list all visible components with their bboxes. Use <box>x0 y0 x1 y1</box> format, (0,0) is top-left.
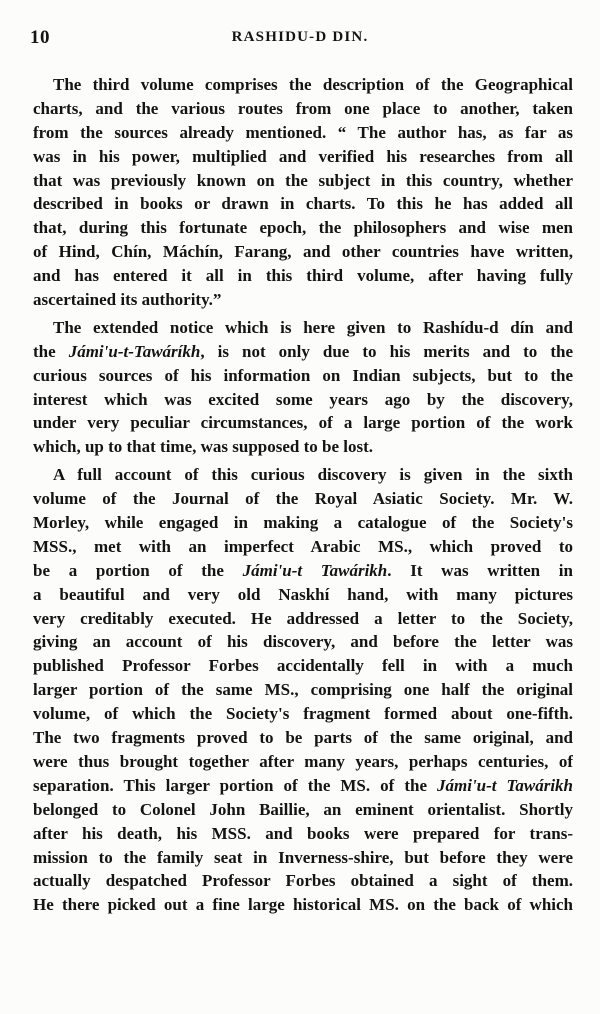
text-line: He there picked out a fine large historical MS. on the back of which <box>33 895 573 915</box>
text-line: the Jámi'u-t-Tawáríkh, is not only due to his merits and to the <box>33 341 573 361</box>
paragraph <box>33 73 573 312</box>
paragraph <box>33 316 573 459</box>
italic-title: Jámi'u-t-Tawáríkh <box>68 341 201 361</box>
text-line: larger portion of the same MS., comprising one half the original <box>33 680 573 700</box>
text-line: of Hind, Chín, Máchín, Farang, and other countries have written, <box>33 242 573 262</box>
running-head: RASHIDU-D DIN. <box>231 29 369 45</box>
text-line: volume, of which the Society's fragment formed about one-fifth. <box>33 704 573 724</box>
text-line: The extended notice which is here given to Rashídu-d dín and <box>53 317 573 337</box>
text-line: that was previously known on the subject in this country, whether <box>33 170 573 190</box>
text-line: after his death, his MSS. and books were prepared for trans- <box>33 823 573 843</box>
text-line: charts, and the various routes from one place to another, taken <box>33 98 573 118</box>
text-line: very creditably executed. He addressed a letter to the Society, <box>33 608 573 628</box>
text-line: The two fragments proved to be parts of the same original, and <box>33 728 573 748</box>
text-line: and has entered it all in this third volume, after having fully <box>33 266 573 286</box>
text-line: separation. This larger portion of the MS. of the Jámi'u-t Tawárikh <box>33 775 573 795</box>
text-line: a beautiful and very old Naskhí hand, with many pictures <box>33 584 573 604</box>
text-line: giving an account of his discovery, and before the letter was <box>33 632 573 652</box>
text-line: which, up to that time, was supposed to be lost. <box>33 437 374 457</box>
text-line: curious sources of his information on Indian subjects, but to the <box>33 365 573 385</box>
text-line: mission to the family seat in Inverness-shire, but before they were <box>33 847 573 867</box>
text-line: Morley, while engaged in making a catalogue of the Society's <box>33 513 573 533</box>
text-line: A full account of this curious discovery is given in the sixth <box>53 465 573 485</box>
text-line: ascertained its authority.” <box>33 290 222 310</box>
text-line: from the sources already mentioned. “ The author has, as far as <box>33 122 573 142</box>
text-line: belonged to Colonel John Baillie, an eminent orientalist. Shortly <box>33 799 573 819</box>
italic-title: Jámi'u-t Tawárikh <box>242 560 388 580</box>
text-line: was in his power, multiplied and verified his researches from all <box>33 146 573 166</box>
text-line: that, during this fortunate epoch, the philosophers and wise men <box>33 218 573 238</box>
text-line: MSS., met with an imperfect Arabic MS., which proved to <box>33 536 573 556</box>
italic-title: Jámi'u-t Tawárikh <box>437 775 573 795</box>
page-number: 10 <box>30 27 50 48</box>
text-line: were thus brought together after many years, perhaps centuries, of <box>33 751 573 771</box>
text-line: under very peculiar circumstances, of a large portion of the work <box>33 413 573 433</box>
text-line: volume of the Journal of the Royal Asiatic Society. Mr. W. <box>33 489 573 509</box>
text-line: be a portion of the Jámi'u-t Tawárikh. It was written in <box>33 560 573 580</box>
text-line: described in books or drawn in charts. To this he has added all <box>33 194 573 214</box>
text-line: published Professor Forbes accidentally fell in with a much <box>33 656 573 676</box>
text-line: The third volume comprises the description of the Geographical <box>53 75 573 94</box>
text-line: actually despatched Professor Forbes obtained a sight of them. <box>33 871 573 891</box>
paragraph <box>33 463 573 917</box>
text-line: interest which was excited some years ago by the discovery, <box>33 389 573 409</box>
body-text <box>33 73 573 917</box>
